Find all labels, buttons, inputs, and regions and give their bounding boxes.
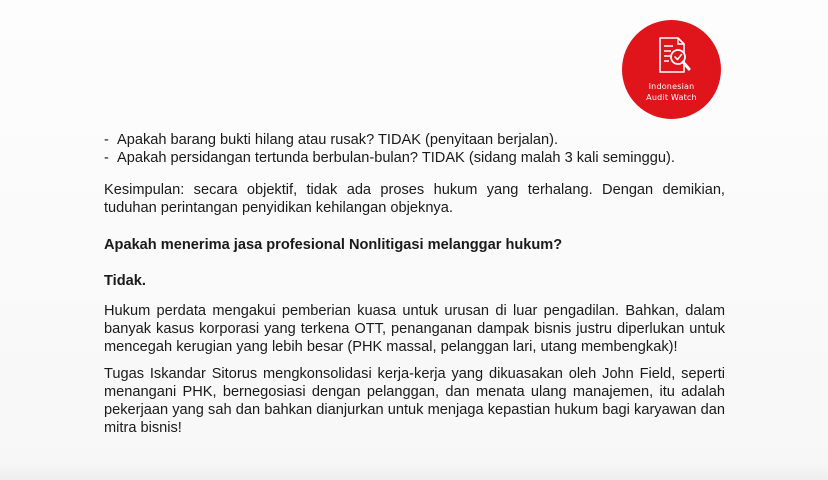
answer-heading: Tidak. (104, 273, 146, 289)
bullet-item (104, 149, 725, 167)
section-question-heading: Apakah menerima jasa profesional Nonlitigasi melanggar hukum? (104, 237, 563, 253)
conclusion-paragraph: Kesimpulan: secara objektif, tidak ada proses hukum yang terhalang. Dengan demikian, tuduhan perintangan penyidikan kehilangan objeknya. (104, 182, 725, 216)
bullet-dash: - (104, 150, 109, 166)
logo-text-line2: Audit Watch (646, 93, 697, 102)
bullet-dash: - (104, 132, 109, 148)
body-paragraph-1: Hukum perdata mengakui pemberian kuasa untuk urusan di luar pengadilan. Bahkan, dalam banyak kasus korporasi yang terkena OTT, penanganan dampak bisnis justru diperlukan untuk mencegah kerugian yang lebih besar (PHK massal, pelanggan lari, utang membengkak)! (104, 303, 725, 355)
bullet-text: Apakah barang bukti hilang atau rusak? TIDAK (penyitaan berjalan). (117, 132, 559, 148)
logo-text-line1: Indonesian (648, 82, 695, 91)
bullet-text: Apakah persidangan tertunda berbulan-bulan? TIDAK (sidang malah 3 kali seminggu). (117, 150, 675, 166)
document-body (104, 131, 725, 437)
bullet-item (104, 131, 725, 149)
document-magnifier-icon (622, 20, 721, 119)
body-paragraph-2: Tugas Iskandar Sitorus mengkonsolidasi kerja-kerja yang dikuasakan oleh John Field, seperti menangani PHK, bernegosiasi dengan pelanggan, dan menata ulang manajemen, itu adalah pekerjaan yang sah dan bahkan dianjurkan untuk menjaga kepastian hukum bagi karyawan dan mitra bisnis! (104, 366, 725, 436)
page-bottom-shadow (0, 462, 828, 480)
indonesian-audit-watch-logo (622, 20, 721, 119)
